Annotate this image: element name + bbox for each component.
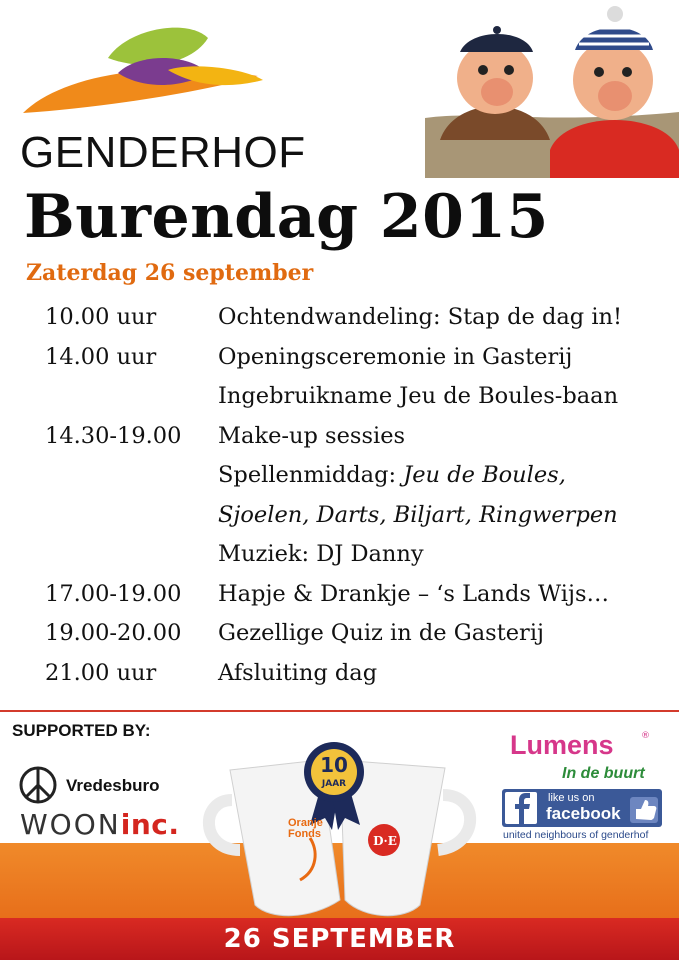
schedule-row	[0, 575, 679, 615]
woon-inc-logo	[20, 808, 179, 841]
schedule-desc: Make-up sessies	[218, 422, 406, 449]
characters-illustration	[425, 0, 679, 178]
badge-word: JAAR	[321, 779, 347, 789]
schedule-row	[0, 496, 679, 536]
peace-icon	[18, 765, 58, 805]
schedule-desc: Afsluiting dag	[218, 659, 378, 686]
thumbs-up-icon	[630, 797, 658, 823]
schedule-row	[0, 535, 679, 575]
genderhof-logo-icon	[18, 18, 268, 118]
oranje-fonds-line1: Oranje	[288, 817, 323, 829]
schedule-time: 10.00 uur	[45, 304, 157, 330]
schedule-desc: Ingebruikname Jeu de Boules-baan	[218, 383, 619, 409]
schedule-row	[0, 654, 679, 694]
schedule-time: 14.30-19.00	[45, 422, 182, 449]
schedule-row	[0, 456, 679, 496]
schedule-desc-plain: Spellenmiddag:	[218, 462, 404, 488]
schedule-row	[0, 377, 679, 417]
bottom-date: 26 SEPTEMBER	[223, 924, 456, 954]
schedule-row	[0, 338, 679, 378]
schedule-desc	[218, 456, 566, 496]
lumens-subtitle: In de buurt	[562, 765, 645, 782]
schedule-row	[0, 298, 679, 338]
vredesburo-label: Vredesburo	[66, 776, 160, 795]
de-logo: D·E	[373, 834, 397, 848]
woon-text: WOON	[20, 808, 121, 841]
footer-divider	[0, 710, 679, 712]
event-title: Burendag 2015	[24, 182, 549, 252]
schedule-time: 21.00 uur	[45, 659, 157, 686]
schedule-desc: Gezellige Quiz in de Gasterij	[218, 620, 544, 646]
facebook-like-text: like us on	[548, 792, 595, 804]
schedule-desc-italic: Jeu de Boules,	[403, 462, 566, 488]
oranje-fonds-line2: Fonds	[288, 828, 321, 840]
badge-number: 10	[320, 753, 348, 777]
schedule-desc: Openingsceremonie in Gasterij	[218, 343, 573, 370]
schedule-desc: Muziek: DJ Danny	[218, 541, 424, 567]
schedule-time: 19.00-20.00	[45, 620, 182, 646]
org-name: GENDERHOF	[20, 128, 306, 177]
event-date: Zaterdag 26 september	[26, 260, 314, 286]
schedule-desc: Ochtendwandeling: Stap de dag in!	[218, 304, 623, 330]
schedule-row	[0, 417, 679, 457]
oranje-fonds-logo	[288, 818, 323, 840]
schedule-row	[0, 614, 679, 654]
supported-by-label: SUPPORTED BY:	[12, 721, 151, 740]
lumens-logo: Lumens	[510, 730, 614, 760]
schedule-time: 14.00 uur	[45, 343, 157, 370]
facebook-word: facebook	[546, 804, 621, 823]
schedule-list	[0, 298, 679, 693]
schedule-desc-italic: Sjoelen, Darts, Biljart, Ringwerpen	[218, 501, 618, 528]
lumens-registered-mark: ®	[641, 731, 650, 741]
inc-text: inc.	[120, 808, 180, 841]
schedule-desc: Hapje & Drankje – ‘s Lands Wijs…	[218, 580, 609, 607]
facebook-caption: united neighbours of genderhof	[503, 829, 649, 841]
schedule-time: 17.00-19.00	[45, 580, 182, 607]
